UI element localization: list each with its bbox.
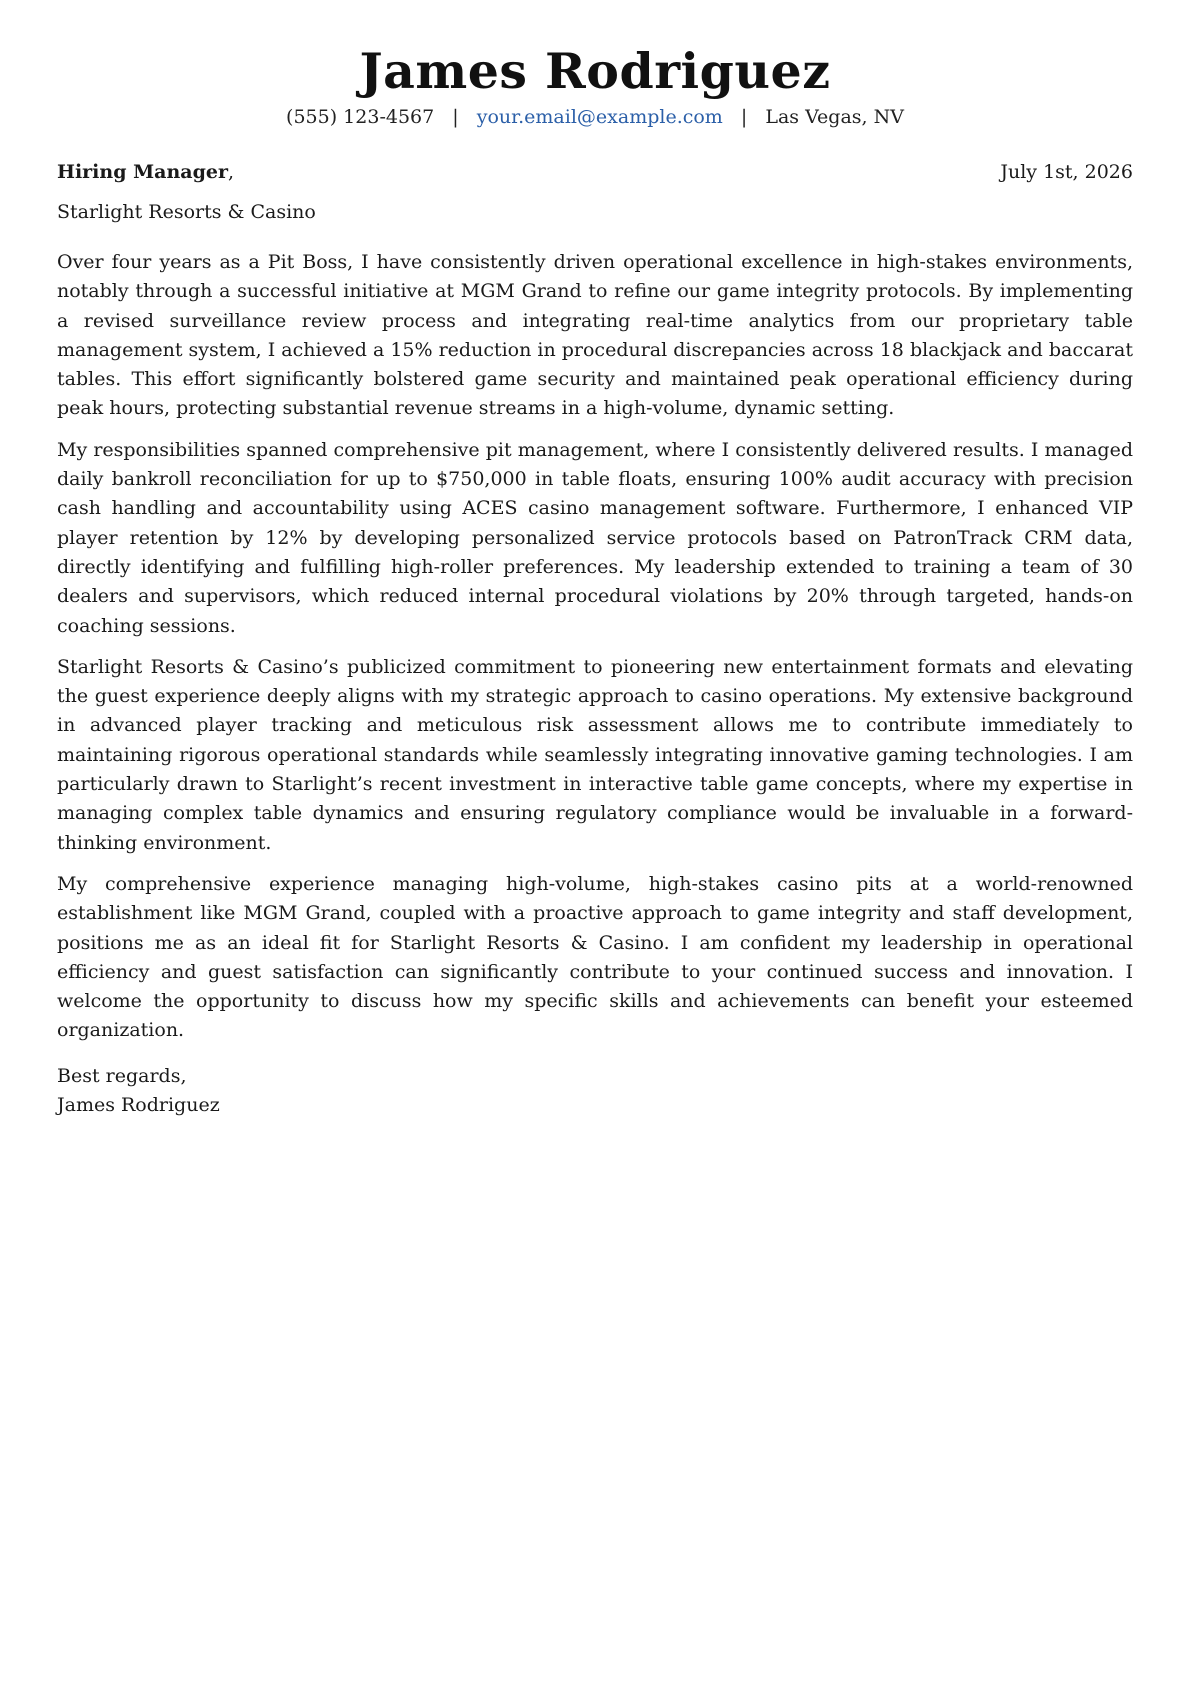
body-paragraph: My responsibilities spanned comprehensive pit management, where I consistently delivered results. I managed daily bankroll reconciliation for up to $750,000 in table floats, ensuring 100% audit accuracy with precision cash handling and accountability using ACES casino management software. Furthermore, I enhanced VIP player retention by 12% by developing personalized service protocols based on PatronTrack CRM data, directly identifying and fulfilling high-roller preferences. My leadership extended to training a team of 30 dealers and supervisors, which reduced internal procedural violations by 20% through targeted, hands-on coaching sessions. bbox=[57, 438, 1133, 637]
letter-body bbox=[57, 248, 1133, 1046]
recipient-suffix: , bbox=[227, 161, 235, 183]
separator: | bbox=[740, 106, 748, 128]
body-paragraph: Over four years as a Pit Boss, I have consistently driven operational excellence in high-stakes environments, notably through a successful initiative at MGM Grand to refine our game integrity protocols. By implementing a revised surveillance review process and integrating real-time analytics from our proprietary table management system, I achieved a 15% reduction in procedural discrepancies across 18 blackjack and baccarat tables. This effort significantly bolstered game security and maintained peak operational efficiency during peak hours, protecting substantial revenue streams in a high-volume, dynamic setting. bbox=[57, 251, 1133, 420]
phone-number: (555) 123-4567 bbox=[286, 106, 435, 128]
body-paragraph: My comprehensive experience managing high-volume, high-stakes casino pits at a world-renowned establishment like MGM Grand, coupled with a proactive approach to game integrity and staff development, positions me as an ideal fit for Starlight Resorts & Casino. I am confident my leadership in operational efficiency and guest satisfaction can significantly contribute to your continued success and innovation. I welcome the opportunity to discuss how my specific skills and achievements can benefit your esteemed organization. bbox=[57, 872, 1133, 1042]
recipient: Hiring Manager bbox=[57, 161, 228, 183]
applicant-name: James Rodriguez bbox=[359, 42, 831, 100]
location: Las Vegas, NV bbox=[765, 106, 904, 128]
company-name: Starlight Resorts & Casino bbox=[57, 201, 316, 223]
salutation-row bbox=[57, 158, 1133, 186]
closing-phrase: Best regards, bbox=[57, 1064, 187, 1087]
letter-date: July 1st, 2026 bbox=[1000, 161, 1133, 183]
body-paragraph: Starlight Resorts & Casino’s publicized commitment to pioneering new entertainment formats and elevating the guest experience deeply aligns with my strategic approach to casino operations. My extensive background in advanced player tracking and meticulous risk assessment allows me to contribute immediately to maintaining rigorous operational standards while seamlessly integrating innovative gaming technologies. I am particularly drawn to Starlight’s recent investment in interactive table game concepts, where my expertise in managing complex table dynamics and ensuring regulatory compliance would be invaluable in a forward-thinking environment. bbox=[57, 655, 1133, 854]
separator: | bbox=[452, 106, 459, 128]
signature: James Rodriguez bbox=[57, 1093, 220, 1116]
contact-line bbox=[57, 104, 1133, 130]
closing-block bbox=[57, 1062, 1133, 1120]
email-link[interactable]: your.email@example.com bbox=[476, 106, 723, 128]
cover-letter-page bbox=[57, 40, 1133, 1120]
recipient-line bbox=[57, 158, 234, 186]
